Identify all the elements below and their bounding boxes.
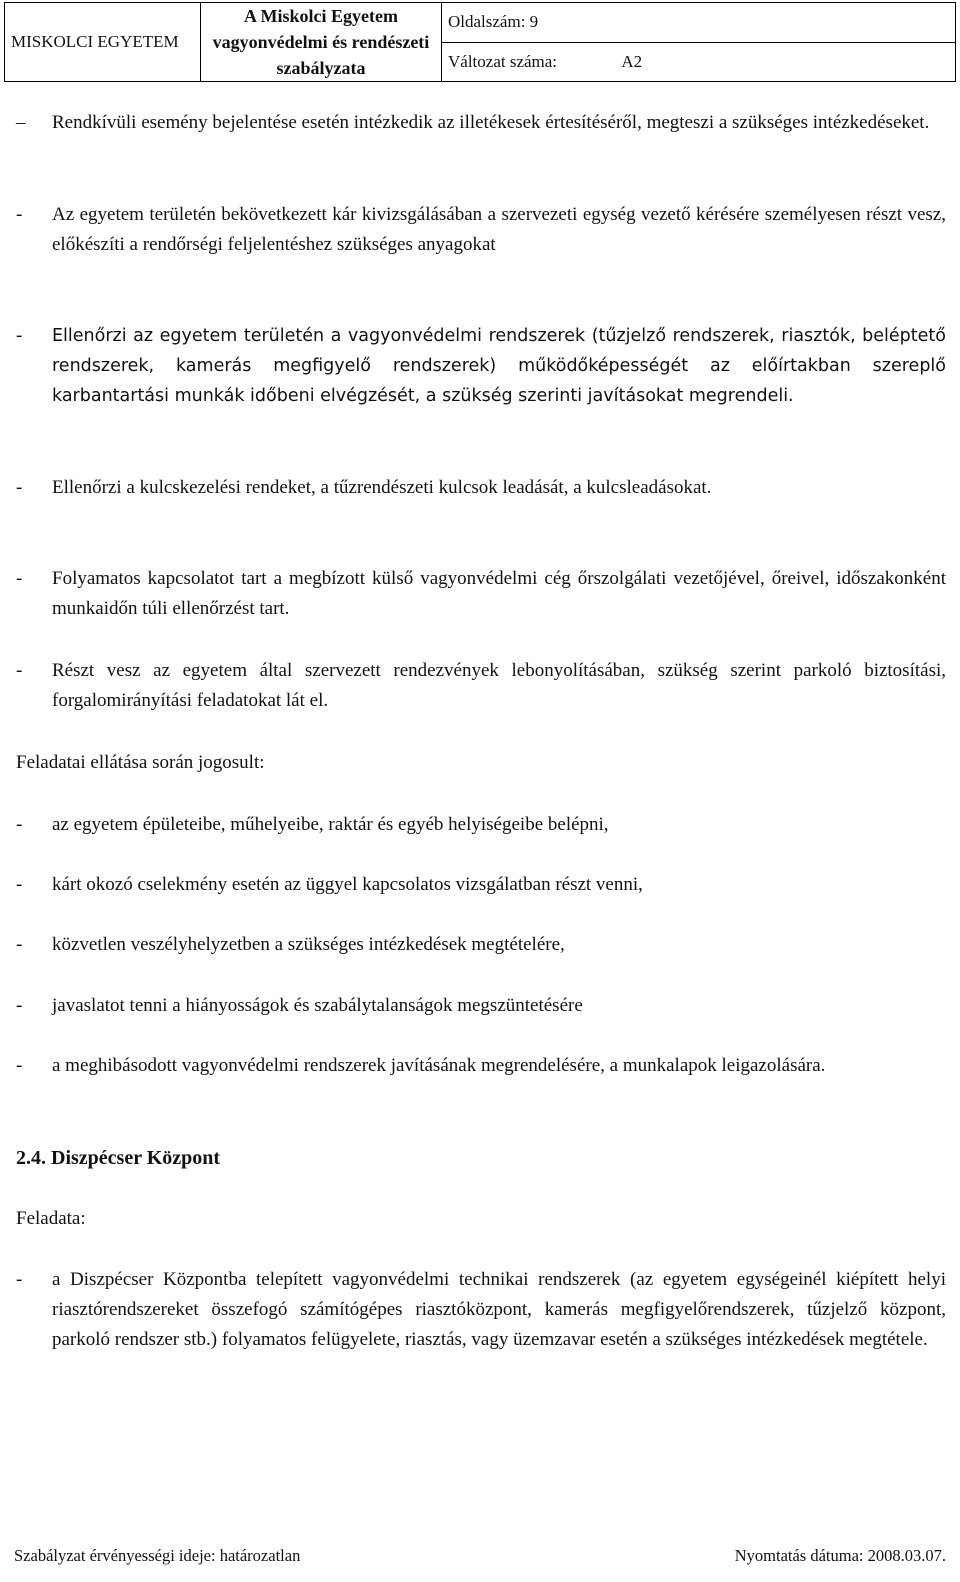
list-marker: -	[16, 814, 23, 835]
jogosult-label: Feladatai ellátása során jogosult:	[16, 752, 265, 773]
feladata-label: Feladata:	[16, 1208, 86, 1229]
list-item-text: Ellenőrzi a kulcskezelési rendeket, a tűzrendészeti kulcsok leadását, a kulcsleadásokat.	[52, 477, 712, 498]
list-item	[16, 321, 946, 411]
list-item-text: Az egyetem területén bekövetkezett kár kivizsgálásában a szervezeti egység vezető kérésére személyesen részt vesz, előkészíti a rendőrségi feljelentéshez szükséges anyagokat	[52, 204, 946, 255]
header-title-line1: A Miskolci Egyetem	[244, 6, 398, 26]
header-version-label: Változat száma:	[448, 51, 558, 71]
list-item-text: a meghibásodott vagyonvédelmi rendszerek javításának megrendelésére, a munkalapok leigazolására.	[52, 1055, 826, 1076]
list-marker: -	[16, 1055, 23, 1076]
list-marker: -	[16, 568, 23, 589]
header-title-line3: szabályzata	[276, 58, 366, 78]
list-item	[16, 991, 946, 1021]
list-marker: -	[16, 325, 23, 346]
list-item	[16, 870, 946, 900]
list-item-text: közvetlen veszélyhelyzetben a szükséges intézkedések megtételére,	[52, 934, 565, 955]
footer-validity: Szabályzat érvényességi ideje: határozatlan	[14, 1546, 301, 1565]
list-marker: -	[16, 1269, 23, 1290]
document-footer	[14, 1546, 946, 1566]
list-item-text: a Diszpécser Központba telepített vagyonvédelmi technikai rendszerek (az egyetem egységeinél kiépített helyi riasztórendszereket összefogó számítógépes riasztóközpont, kamerás megfigyelőrendszerek, tűzjelző központ, parkoló rendszer stb.) folyamatos felügyelete, riasztás, vagy üzemzavar esetén a szükséges intézkedések megtétele.	[52, 1269, 946, 1350]
list-item	[16, 656, 946, 716]
list-item	[16, 200, 946, 260]
list-item	[16, 1265, 946, 1355]
list-marker: -	[16, 204, 23, 225]
list-item-text: az egyetem épületeibe, műhelyeibe, raktár és egyéb helyiségeibe belépni,	[52, 814, 609, 835]
list-item-text: Részt vesz az egyetem által szervezett rendezvények lebonyolításában, szükség szerint parkoló biztosítási, forgalomirányítási feladatokat lát el.	[52, 660, 946, 711]
section-heading: 2.4. Diszpécser Központ	[16, 1147, 221, 1169]
list-item	[16, 810, 946, 840]
list-item-text: javaslatot tenni a hiányosságok és szabálytalanságok megszüntetésére	[52, 995, 583, 1016]
header-version-value: A2	[621, 51, 643, 71]
list-marker: -	[16, 660, 23, 681]
list-marker: -	[16, 477, 23, 498]
list-item	[16, 473, 946, 503]
list-marker: -	[16, 995, 23, 1016]
list-item	[16, 1051, 946, 1081]
list-item	[16, 930, 946, 960]
list-item-text: kárt okozó cselekmény esetén az üggyel kapcsolatos vizsgálatban részt venni,	[52, 874, 643, 895]
list-item	[16, 564, 946, 624]
header-title	[201, 3, 442, 82]
list-marker: -	[16, 874, 23, 895]
list-item-text: Folyamatos kapcsolatot tart a megbízott külső vagyonvédelmi cég őrszolgálati vezetőjével, őreivel, időszakonként munkaidőn túli ellenőrzést tart.	[52, 568, 946, 619]
header-title-line2: vagyonvédelmi és rendészeti	[212, 32, 430, 52]
header-page-number: Oldalszám: 9	[442, 3, 956, 43]
list-item	[16, 108, 946, 138]
header-version	[442, 42, 956, 82]
header-org: MISKOLCI EGYETEM	[5, 3, 201, 82]
list-marker: –	[16, 112, 26, 133]
document-header	[4, 2, 956, 82]
list-marker: -	[16, 934, 23, 955]
footer-print-date: Nyomtatás dátuma: 2008.03.07.	[734, 1546, 946, 1565]
list-item-text: Rendkívüli esemény bejelentése esetén intézkedik az illetékesek értesítéséről, megteszi a szükséges intézkedéseket.	[52, 112, 930, 133]
list-item-text: Ellenőrzi az egyetem területén a vagyonvédelmi rendszerek (tűzjelző rendszerek, riasztók, beléptető rendszerek, kamerás megfigyelő rendszerek) működőképességét az előírtakban szereplő karbantartási munkák időbeni elvégzését, a szükség szerinti javításokat megrendeli.	[52, 326, 946, 406]
